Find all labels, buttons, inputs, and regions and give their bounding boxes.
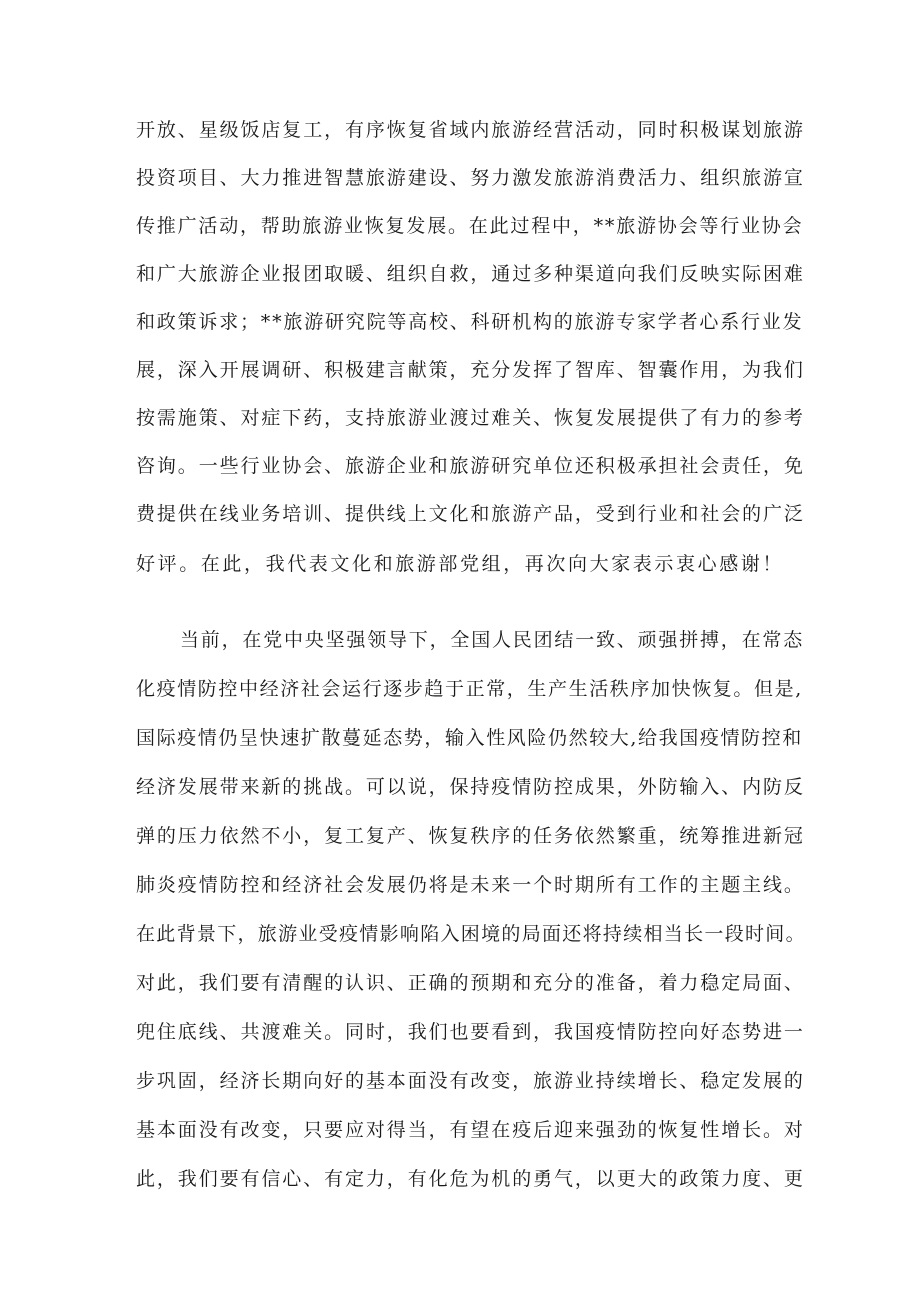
paragraph-1-line-10: 好评。在此，我代表文化和旅游部党组，再次向大家表示衷心感谢！	[136, 553, 785, 575]
paragraph-2-line-6: 肺炎疫情防控和经济社会发展仍将是未来一个时期所有工作的主题主线。	[136, 874, 805, 896]
paragraph-1-line-7: 按需施策、对症下药，支持旅游业渡过难关、恢复发展提供了有力的参考	[136, 407, 805, 429]
paragraph-1-line-5: 和政策诉求；**旅游研究院等高校、科研机构的旅游专家学者心系行业发	[136, 311, 804, 333]
paragraph-2-line-1: 当前，在党中央坚强领导下，全国人民团结一致、顽强拼搏，在常态	[180, 629, 805, 651]
paragraph-2-line-4: 经济发展带来新的挑战。可以说，保持疫情防控成果，外防输入、内防反	[136, 776, 805, 798]
paragraph-1-line-3: 传推广活动，帮助旅游业恢复发展。在此过程中，**旅游协会等行业协会	[136, 215, 804, 237]
paragraph-2-line-7: 在此背景下，旅游业受疫情影响陷入困境的局面还将持续相当长一段时间。	[136, 923, 806, 945]
paragraph-1-line-6: 展，深入开展调研、积极建言献策，充分发挥了智库、智囊作用，为我们	[136, 359, 805, 381]
paragraph-1-line-2: 投资项目、大力推进智慧旅游建设、努力激发旅游消费活力、组织旅游宣	[136, 167, 805, 189]
paragraph-1-line-4: 和广大旅游企业报团取暖、组织自救，通过多种渠道向我们反映实际困难	[136, 263, 805, 285]
body-text	[136, 0, 806, 1301]
paragraph-2-line-11: 基本面没有改变，只要应对得当，有望在疫后迎来强劲的恢复性增长。对	[136, 1119, 805, 1141]
paragraph-1-line-8: 咨询。一些行业协会、旅游企业和旅游研究单位还积极承担社会责任，免	[136, 455, 805, 477]
paragraph-2-line-2: 化疫情防控中经济社会运行逐步趋于正常，生产生活秩序加快恢复。但是,	[136, 678, 803, 700]
paragraph-2-line-8: 对此，我们要有清醒的认识、正确的预期和充分的准备，着力稳定局面、	[136, 972, 805, 994]
paragraph-1-line-1: 开放、星级饭店复工，有序恢复省域内旅游经营活动，同时积极谋划旅游	[136, 119, 805, 141]
paragraph-2-line-12: 此，我们要有信心、有定力，有化危为机的勇气，以更大的政策力度、更	[136, 1168, 805, 1190]
paragraph-2-line-5: 弹的压力依然不小，复工复产、恢复秩序的任务依然繁重，统筹推进新冠	[136, 825, 805, 847]
paragraph-2-line-10: 步巩固，经济长期向好的基本面没有改变，旅游业持续增长、稳定发展的	[136, 1070, 805, 1092]
paragraph-2-line-3: 国际疫情仍呈快速扩散蔓延态势，输入性风险仍然较大,给我国疫情防控和	[136, 727, 803, 749]
paragraph-2-line-9: 兜住底线、共渡难关。同时，我们也要看到，我国疫情防控向好态势进一	[136, 1021, 805, 1043]
paragraph-1-line-9: 费提供在线业务培训、提供线上文化和旅游产品，受到行业和社会的广泛	[136, 503, 805, 525]
